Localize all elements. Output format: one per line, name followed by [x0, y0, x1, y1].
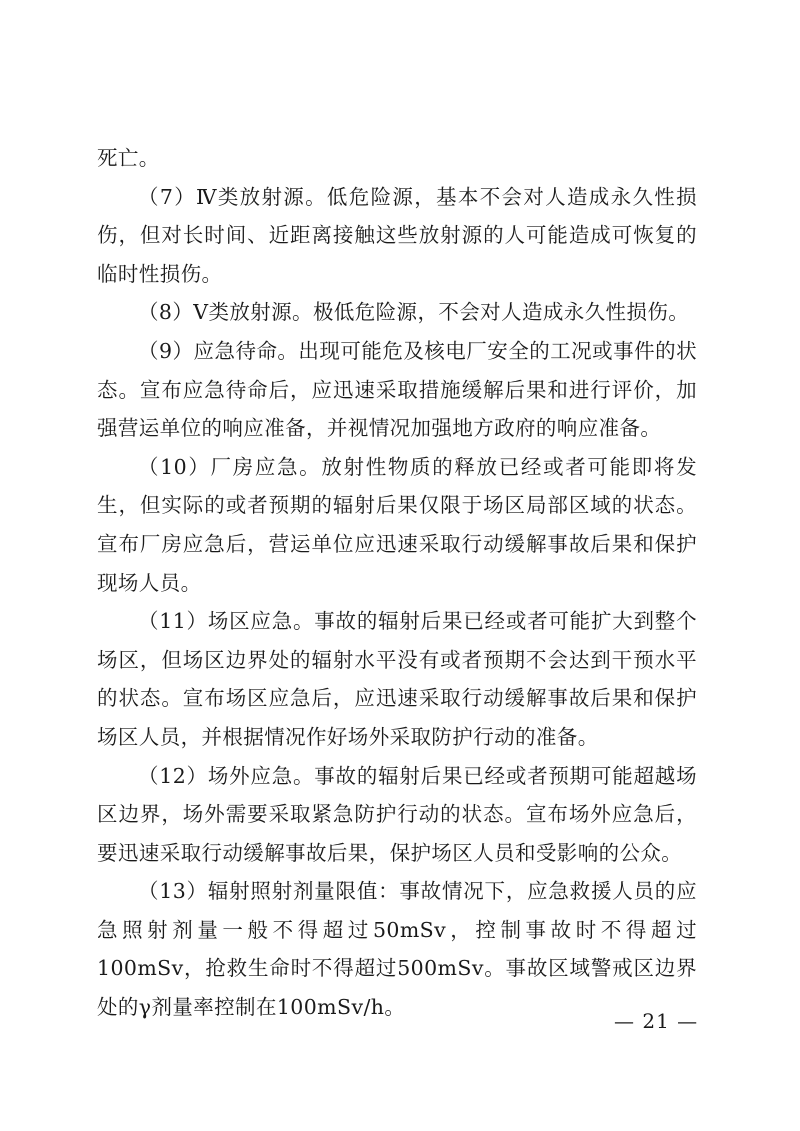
paragraph-item-10: （10）厂房应急。放射性物质的释放已经或者可能即将发生，但实际的或者预期的辐射后果仅限于场区局部区域的状态。宣布厂房应急后，营运单位应迅速采取行动缓解事故后果和保护现场人员。 — [97, 454, 697, 595]
paragraph-item-8: （8）Ⅴ类放射源。极低危险源，不会对人造成永久性损伤。 — [138, 300, 690, 325]
paragraph-item-12: （12）场外应急。事故的辐射后果已经或者预期可能超越场区边界，场外需要采取紧急防护行动的状态。宣布场外应急后，要迅速采取行动缓解事故后果，保护场区人员和受影响的公众。 — [97, 763, 697, 865]
page-number: — 21 — — [614, 1009, 699, 1033]
paragraph-continuation: 死亡。 — [97, 146, 160, 170]
paragraph-item-7: （7）Ⅳ类放射源。低危险源，基本不会对人造成永久性损伤，但对长时间、近距离接触这些放射源的人可能造成可恢复的临时性损伤。 — [97, 184, 697, 286]
paragraph-item-13: （13）辐射照射剂量限值：事故情况下，应急救援人员的应急照射剂量一般不得超过50mSv，控制事故时不得超过100mSv，抢救生命时不得超过500mSv。事故区域警戒区边界处的γ剂量率控制在100mSv/h。 — [97, 879, 697, 1020]
document-body — [97, 139, 697, 1027]
paragraph-item-11: （11）场区应急。事故的辐射后果已经或者可能扩大到整个场区，但场区边界处的辐射水平没有或者预期不会达到干预水平的状态。宣布场区应急后，应迅速采取行动缓解事故后果和保护场区人员，并根据情况作好场外采取防护行动的准备。 — [97, 609, 697, 749]
paragraph-item-9: （9）应急待命。出现可能危及核电厂安全的工况或事件的状态。宣布应急待命后，应迅速采取措施缓解后果和进行评价，加强营运单位的响应准备，并视情况加强地方政府的响应准备。 — [97, 338, 697, 441]
